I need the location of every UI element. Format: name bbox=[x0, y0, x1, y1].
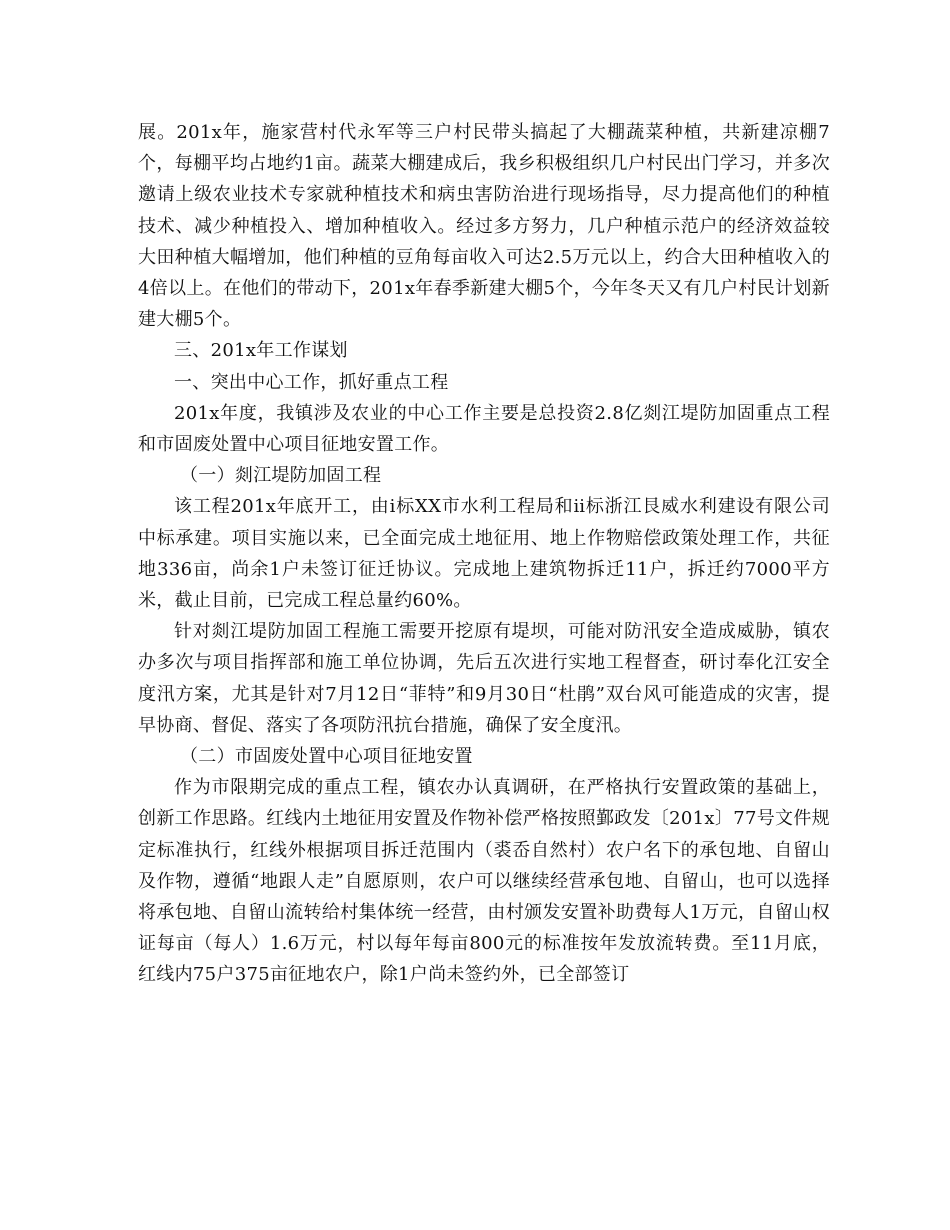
heading-subsection-two: （二）市固废处置中心项目征地安置 bbox=[180, 746, 473, 768]
paragraph-central-work: 201x年度，我镇涉及农业的中心工作主要是总投资2.8亿剡江堤防加固重点工程和市固废处置中心项目征地安置工作。 bbox=[138, 402, 830, 456]
paragraph-continued: 展。201x年，施家营村代永军等三户村民带头搞起了大棚蔬菜种植，共新建凉棚7个，每棚平均占地约1亩。蔬菜大棚建成后，我乡积极组织几户村民出门学习，并多次邀请上级农业技术专家就种植技术和病虫害防治进行现场指导，尽力提高他们的种植技术、减少种植投入、增加种植收入。经过多方努力，几户种植示范户的经济效益较大田种植大幅增加，他们种植的豆角每亩收入可达2.5万元以上，约合大田种植收入的4倍以上。在他们的带动下，201x年春季新建大棚5个，今年冬天又有几户村民计划新建大棚5个。 bbox=[138, 122, 830, 331]
document-body bbox=[138, 117, 830, 991]
heading-subsection-one: （一）剡江堤防加固工程 bbox=[180, 465, 382, 487]
paragraph-land-acquisition: 作为市限期完成的重点工程，镇农办认真调研，在严格执行安置政策的基础上，创新工作思路。红线内土地征用安置及作物补偿严格按照鄞政发〔201x〕77号文件规定标准执行，红线外根据项目拆迁范围内（裘岙自然村）农户名下的承包地、自留山及作物，遵循“地跟人走”自愿原则，农户可以继续经营承包地、自留山，也可以选择将承包地、自留山流转给村集体统一经营，由村颁发安置补助费每人1万元，自留山权证每亩（每人）1.6万元，村以每年每亩800元的标准按年发放流转费。至11月底，红线内75户375亩征地农户，除1户尚未签约外，已全部签订 bbox=[138, 777, 830, 986]
heading-section-three: 三、201x年工作谋划 bbox=[174, 340, 348, 362]
paragraph-flood-safety: 针对剡江堤防加固工程施工需要开挖原有堤坝，可能对防汛安全造成威胁，镇农办多次与项目指挥部和施工单位协调，先后五次进行实地工程督查，研讨奉化江安全度汛方案，尤其是针对7月12日“菲特”和9月30日“杜鹃”双台风可能造成的灾害，提早协商、督促、落实了各项防汛抗台措施，确保了安全度汛。 bbox=[138, 621, 830, 736]
paragraph-project-progress: 该工程201x年底开工，由ⅰ标XX市水利工程局和ⅱ标浙江艮威水利建设有限公司中标承建。项目实施以来，已全面完成土地征用、地上作物赔偿政策处理工作，共征地336亩，尚余1户未签订征迁协议。完成地上建筑物拆迁11户，拆迁约7000平方米，截止目前，已完成工程总量约60%。 bbox=[138, 496, 830, 612]
heading-point-one: 一、突出中心工作，抓好重点工程 bbox=[174, 371, 449, 393]
